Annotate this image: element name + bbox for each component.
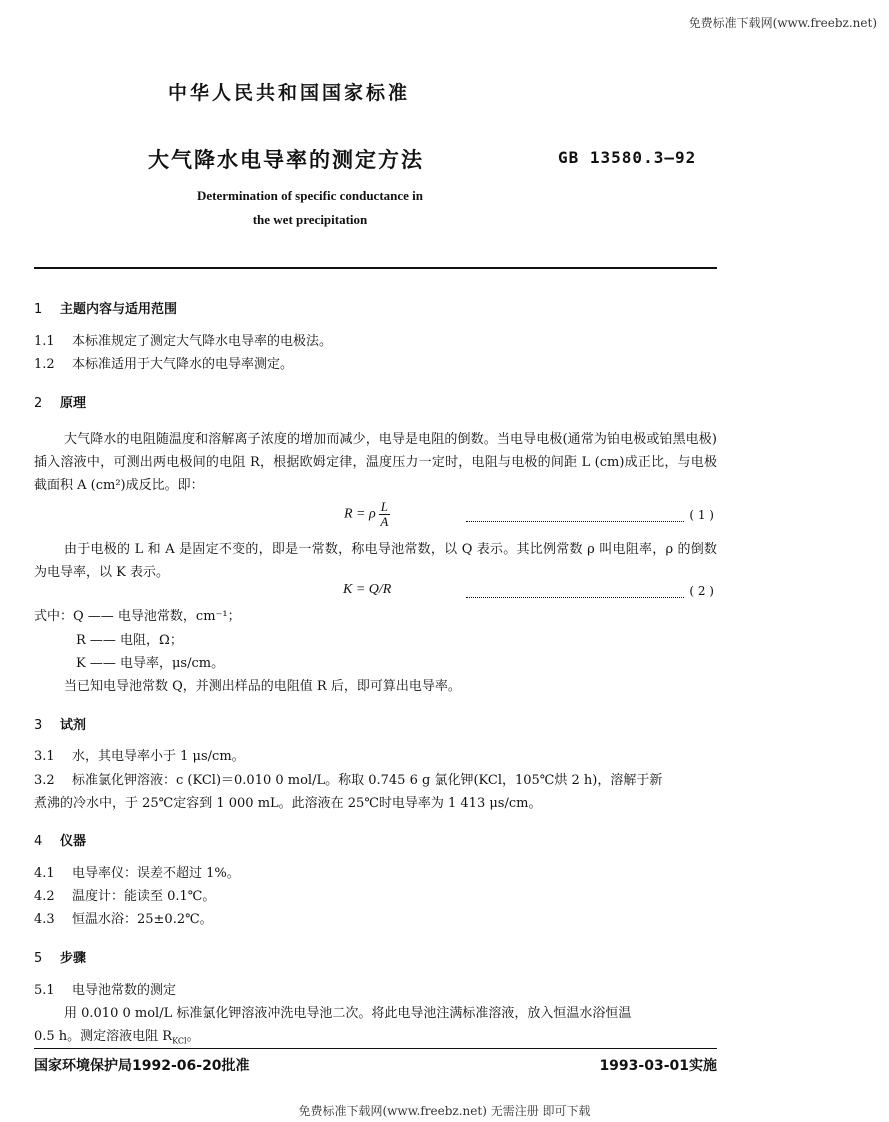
clause-text: 恒温水浴：25±0.2℃。 [72, 912, 213, 927]
formula-2-leader [466, 584, 717, 598]
clause-number: 4.2 [34, 889, 55, 904]
header-divider [34, 267, 717, 269]
section-1-heading [34, 298, 177, 317]
formula-2: K = Q/R [343, 582, 392, 597]
formula-lhs: R = ρ [344, 506, 376, 522]
section-title: 原理 [60, 396, 87, 411]
section-number: 2 [34, 396, 43, 411]
dot-leader [466, 511, 684, 522]
section-title: 试剂 [60, 718, 87, 733]
clause-text: 本标准规定了测定大气降水电导率的电极法。 [72, 334, 333, 349]
clause-4-1 [34, 865, 240, 883]
clause-text: 温度计：能读至 0.1℃。 [72, 889, 216, 904]
principle-paragraph-2: 由于电极的 L 和 A 是固定不变的，即是一常数，称电导池常数，以 Q 表示。其比例常数 ρ 叫电阻率，ρ 的倒数为电导率，以 K 表示。 [34, 542, 717, 580]
continued-text: 0.5 h。测定溶液电阻 R [34, 1029, 173, 1044]
formula-fraction [379, 500, 390, 529]
clause-3-2 [34, 772, 662, 790]
formula-1-leader [466, 508, 717, 522]
formula-1 [344, 500, 390, 529]
clause-1-1 [34, 333, 332, 351]
clause-3-1 [34, 748, 245, 766]
clause-text: 电导率仪：误差不超过 1%。 [72, 866, 240, 881]
where-q: 式中：Q —— 电导池常数，cm⁻¹； [34, 609, 241, 624]
section-title: 步骤 [60, 951, 87, 966]
section-3-heading [34, 714, 86, 733]
clause-3-2-continued: 煮沸的冷水中，于 25℃定容到 1 000 mL。此溶液在 25℃时电导率为 1 413 μs/cm。 [34, 796, 542, 811]
clause-text: 电导池常数的测定 [72, 983, 177, 998]
watermark-bottom: 免费标准下载网(www.freebz.net) 无需注册 即可下载 [298, 1104, 591, 1118]
approval-line: 国家环境保护局1992-06-20批准 [34, 1058, 250, 1074]
fraction-numerator: L [380, 499, 388, 514]
section-number: 4 [34, 834, 43, 849]
section-number: 1 [34, 302, 43, 317]
standard-title-en-line1: Determination of specific conductance in [196, 188, 424, 203]
section-number: 5 [34, 951, 43, 966]
clause-number: 1.1 [34, 334, 55, 349]
standard-title-en-line2: the wet precipitation [252, 212, 368, 227]
principle-paragraph-1: 大气降水的电阻随温度和溶解离子浓度的增加而减少，电导是电阻的倒数。当电导电极(通常为铂电极或铂黑电极)插入溶液中，可测出两电极间的电阻 R，根据欧姆定律，温度压力一定时，电阻与电极的间距 L (cm)成正比，与电极截面积 A (cm²)成反比。即： [34, 432, 717, 493]
standard-title-zh: 大气降水电导率的测定方法 [148, 148, 424, 172]
clause-text: 标准氯化钾溶液：c (KCl)＝0.010 0 mol/L。称取 0.745 6 g 氯化钾(KCl，105℃烘 2 h)，溶解于新 [72, 773, 663, 788]
clause-number: 5.1 [34, 983, 55, 998]
clause-number: 4.1 [34, 866, 55, 881]
principle-paragraph-3: 当已知电导池常数 Q，并测出样品的电阻值 R 后，即可算出电导率。 [64, 679, 461, 694]
footer-divider [34, 1048, 717, 1049]
implementation-date: 1993-03-01实施 [599, 1058, 717, 1074]
clause-number: 3.1 [34, 749, 55, 764]
clause-number: 1.2 [34, 357, 55, 372]
watermark-top: 免费标准下载网(www.freebz.net) [688, 16, 877, 30]
clause-number: 3.2 [34, 773, 55, 788]
section-number: 3 [34, 718, 43, 733]
section-title: 仪器 [60, 834, 87, 849]
where-r: R —— 电阻，Ω； [76, 633, 183, 648]
clause-5-1 [34, 982, 176, 1000]
kcl-subscript: KCl [172, 1036, 187, 1046]
standard-number: GB 13580.3—92 [558, 148, 697, 167]
clause-4-2 [34, 888, 215, 906]
clause-number: 4.3 [34, 912, 55, 927]
equation-number: ( 1 ) [689, 508, 714, 522]
clause-5-1-paragraph: 用 0.010 0 mol/L 标准氯化钾溶液冲洗电导池二次。将此电导池注满标准溶液，放入恒温水浴恒温 [64, 1006, 632, 1021]
clause-4-3 [34, 911, 213, 929]
section-title: 主题内容与适用范围 [60, 302, 178, 317]
national-standard-heading: 中华人民共和国国家标准 [168, 82, 411, 104]
section-2-heading [34, 392, 86, 411]
clause-1-2 [34, 356, 293, 374]
dot-leader [466, 587, 684, 598]
continued-end: 。 [186, 1029, 200, 1044]
fraction-denominator: A [380, 514, 389, 529]
section-5-heading [34, 947, 86, 966]
section-4-heading [34, 830, 86, 849]
equation-number: ( 2 ) [689, 584, 714, 598]
clause-text: 本标准适用于大气降水的电导率测定。 [72, 357, 294, 372]
where-k: K —— 电导率，μs/cm。 [76, 656, 225, 671]
clause-text: 水，其电导率小于 1 μs/cm。 [72, 749, 245, 764]
